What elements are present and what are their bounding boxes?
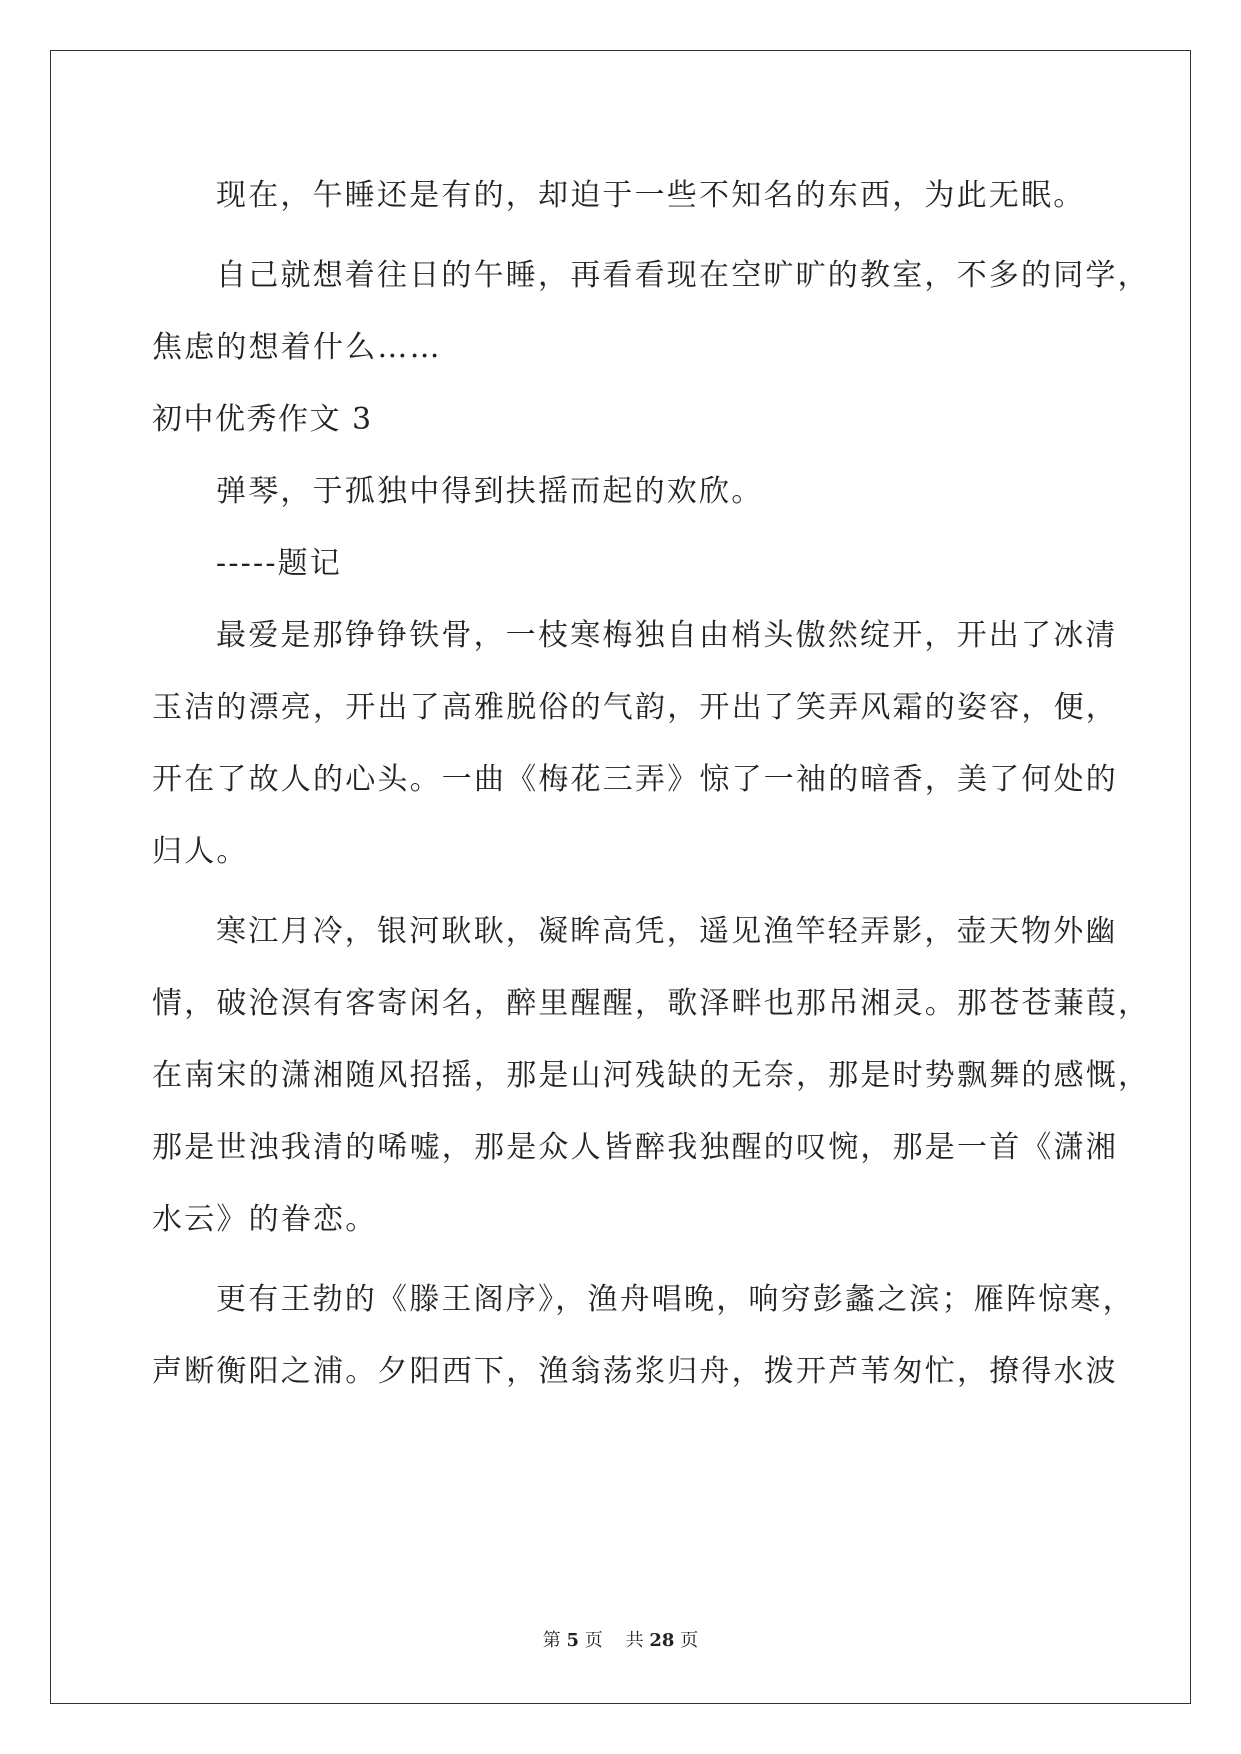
paragraph-line: 玉洁的漂亮，开出了高雅脱俗的气韵，开出了笑弄风霜的姿容，便，: [152, 690, 1118, 725]
paragraph-line: 水云》的眷恋。: [152, 1202, 378, 1237]
total-prefix: 共: [625, 1630, 650, 1651]
paragraph-line: 寒江月冷，银河耿耿，凝眸高凭，遥见渔竿轻弄影，壶天物外幽: [216, 914, 1118, 949]
paragraph-line: 自己就想着往日的午睡，再看看现在空旷旷的教室，不多的同学，: [216, 258, 1150, 293]
document-body: [152, 160, 1151, 1408]
paragraph-line: 最爱是那铮铮铁骨，一枝寒梅独自由梢头傲然绽开，开出了冰清: [216, 618, 1118, 653]
total-suffix: 页: [674, 1630, 699, 1651]
paragraph-line: 现在，午睡还是有的，却迫于一些不知名的东西，为此无眠。: [216, 178, 1086, 213]
page-prefix: 第: [542, 1630, 567, 1651]
page-suffix: 页: [579, 1630, 603, 1651]
epigraph-attribution: -----题记: [216, 546, 343, 581]
paragraph-line: 情，破沧溟有客寄闲名，醉里醒醒，歌泽畔也那吊湘灵。那苍苍蒹葭，: [152, 986, 1151, 1021]
paragraph-line: 在南宋的潇湘随风招摇，那是山河残缺的无奈，那是时势飘舞的感慨，: [152, 1058, 1151, 1093]
paragraph-line: 焦虑的想着什么……: [152, 330, 442, 365]
paragraph-line: 归人。: [152, 834, 249, 869]
paragraph-line: 弹琴，于孤独中得到扶摇而起的欢欣。: [216, 474, 764, 509]
paragraph-line: 那是世浊我清的唏嘘，那是众人皆醉我独醒的叹惋，那是一首《潇湘: [152, 1130, 1118, 1165]
total-page-count: 28: [649, 1630, 675, 1651]
paragraph-line: 声断衡阳之浦。夕阳西下，渔翁荡浆归舟，拨开芦苇匆忙，撩得水波: [152, 1354, 1118, 1389]
paragraph-line: 开在了故人的心头。一曲《梅花三弄》惊了一袖的暗香，美了何处的: [152, 762, 1118, 797]
current-page-number: 5: [566, 1630, 580, 1651]
paragraph-line: 更有王勃的《滕王阁序》，渔舟唱晚，响穷彭蠡之滨；雁阵惊寒，: [216, 1282, 1135, 1317]
page-number-footer: [0, 1626, 1241, 1652]
section-heading: 初中优秀作文 3: [152, 402, 373, 437]
